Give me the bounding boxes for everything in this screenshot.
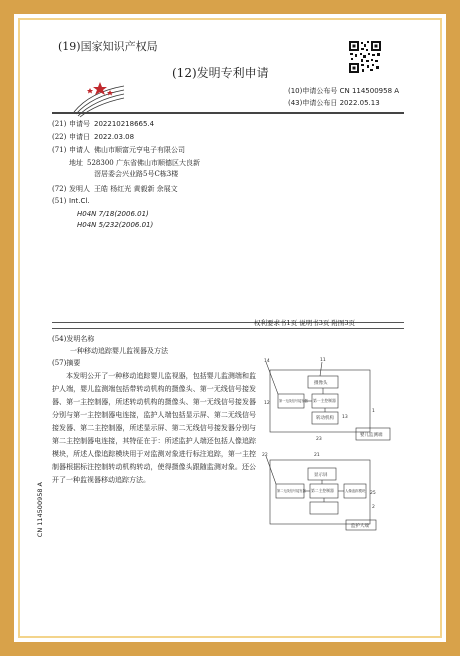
fig-block-label: 显示屏 [314, 473, 328, 478]
fig-num: 13 [342, 415, 348, 420]
bibliographic-data [52, 119, 292, 232]
abstract-label: (57)摘要 [52, 359, 81, 367]
fig-num: 1 [372, 409, 375, 414]
invention-title: 一种移动追踪婴儿监视器及方法 [70, 347, 168, 355]
fig-block-label: 摄像头 [314, 381, 328, 386]
application-number-row: (21) 申请号 202210218665.4 [52, 120, 155, 128]
fig-block-label: 婴儿监测端 [360, 433, 383, 438]
fig-block-label: 转动机构 [316, 416, 334, 421]
pages-info: 权利要求书1页 说明书3页 附图3页 [254, 319, 356, 327]
publication-date: (43)申请公布日 2022.05.13 [288, 99, 380, 107]
qr-code-icon [348, 40, 382, 74]
pages-divider-bottom [52, 328, 404, 329]
fig-num: 22 [262, 453, 268, 458]
ipc-item: H04N 5/232(2006.01) [77, 221, 154, 229]
document-type: (12)发明专利申请 [172, 66, 269, 80]
inventors-row: (72) 发明人 王皓 杨红光 黄毅新 余展文 [52, 185, 178, 193]
address-row: 地址 528300 广东省佛山市顺德区大良新 [69, 159, 200, 167]
fig-block-label: 人像追踪模块 [345, 489, 366, 493]
fig-num: 21 [314, 453, 320, 458]
fig-block-label: 第一无线信号接发器 [279, 399, 308, 403]
abstract-text: 本发明公开了一种移动追踪婴儿监视器，包括婴儿监测端和监护人端，婴儿监测端包括带转动机构的摄像头、第一无线信号接发器、第一主控制器，所述转动机构的摄像头、第一无线信号接发器分别与第一主控制器电连接，监护人端包括显示屏、第二无线信号接发器、第二主控制器，所述显示屏、第二无线信号接发器分别与第二主控制器电连接，其特征在于：所述监护人端还包括人像追踪模块，所述人像追踪模块用于对监测对象进行标注追踪，第一主控制器根据标注控制转动机构转动，使得摄像头跟随监测对象。还公开了一种监视器移动追踪方法。 [52, 372, 256, 484]
fig-block-label: 第二主控制器 [311, 488, 334, 493]
header-divider [52, 112, 404, 114]
fig-num: 14 [264, 359, 270, 364]
intcl-row: (51) Int.Cl. [52, 197, 90, 205]
fig-num: 11 [320, 358, 326, 363]
filing-date-row: (22) 申请日 2022.03.08 [52, 133, 135, 141]
patent-page [22, 22, 438, 634]
fig-block-label: 第一主控制器 [313, 398, 336, 403]
side-publication-code: CN 114500958 A [36, 482, 44, 538]
abstract-figure [260, 352, 410, 542]
fig-block-label: 第二无线信号接发器 [277, 489, 306, 493]
address-line-2: 滘居委会兴业路5号C栋3楼 [94, 170, 179, 178]
applicant-row: (71) 申请人 佛山市顺富元亨电子有限公司 [52, 146, 185, 154]
publication-number: (10)申请公布号 CN 114500958 A [288, 87, 400, 95]
fig-num: 12 [264, 401, 270, 406]
fig-num: 23 [316, 437, 322, 442]
fig-block-label: 监护人端 [351, 524, 369, 529]
fig-num: 2 [372, 505, 375, 510]
fig-num: 25 [370, 491, 376, 496]
invention-title-label: (54)发明名称 [52, 335, 95, 343]
ipc-item: H04N 7/18(2006.01) [77, 210, 149, 218]
office-name: (19)国家知识产权局 [58, 40, 158, 53]
